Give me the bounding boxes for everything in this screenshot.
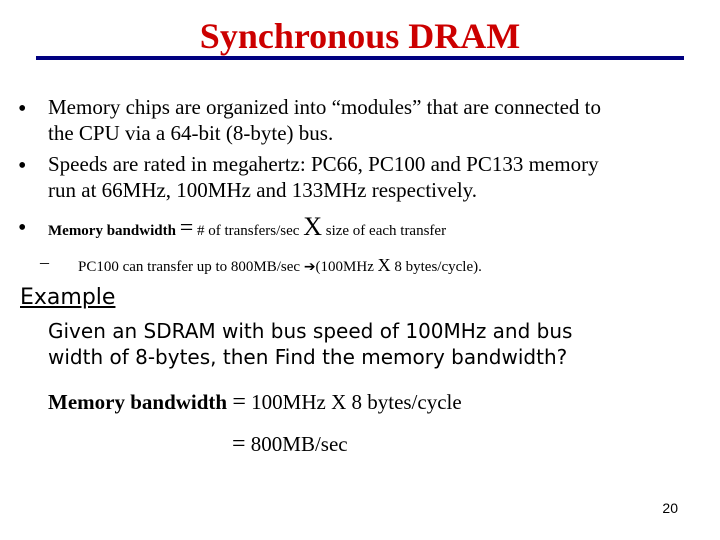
bullet-dot: •: [18, 153, 27, 179]
page-number: 20: [662, 500, 678, 516]
page-title: Synchronous DRAM: [199, 16, 521, 56]
sub-bullet-part-1: PC100 can transfer up to 800MB/sec: [78, 259, 301, 275]
bullet-1-line-1: Memory chips are organized into “modules” that are connected to: [48, 95, 601, 119]
formula-term-bandwidth: Memory bandwidth: [48, 223, 176, 239]
sub-bullet-dash: –: [40, 252, 49, 272]
example-result: [232, 430, 348, 458]
example-question-line-2: width of 8-bytes, then Find the memory bandwidth?: [48, 345, 568, 369]
equation-expression: 100MHz X 8 bytes/cycle: [251, 390, 462, 414]
formula-term-size: size of each transfer: [325, 223, 447, 239]
bullet-dot: •: [18, 96, 27, 122]
sub-bullet-part-3: 8 bytes/cycle).: [394, 259, 482, 275]
example-equation: [48, 388, 462, 416]
equation-equals: =: [232, 389, 246, 415]
example-heading: Example: [20, 285, 116, 310]
result-equals: =: [232, 431, 246, 457]
equation-label: Memory bandwidth: [48, 390, 228, 414]
formula-equals: =: [179, 215, 194, 241]
bullet-2-line-2: run at 66MHz, 100MHz and 133MHz respectively.: [48, 178, 478, 202]
formula-term-transfers: # of transfers/sec: [196, 223, 300, 239]
sub-bullet-times: X: [377, 255, 391, 275]
example-question-line-1: Given an SDRAM with bus speed of 100MHz and bus: [48, 319, 573, 343]
bullet-1-line-2: the CPU via a 64-bit (8-byte) bus.: [48, 121, 334, 145]
title-underline: [36, 56, 684, 60]
bullet-3-formula: [48, 214, 446, 244]
bullet-dot: •: [18, 215, 27, 241]
sub-bullet-part-2: (100MHz: [315, 259, 374, 275]
example-question: [48, 318, 688, 370]
bullet-2-line-1: Speeds are rated in megahertz: PC66, PC100 and PC133 memory: [48, 152, 599, 176]
formula-times: X: [303, 212, 322, 241]
arrow-right-icon: ➔: [303, 259, 316, 275]
sub-bullet-text: [78, 256, 482, 276]
result-value: 800MB/sec: [250, 432, 348, 456]
